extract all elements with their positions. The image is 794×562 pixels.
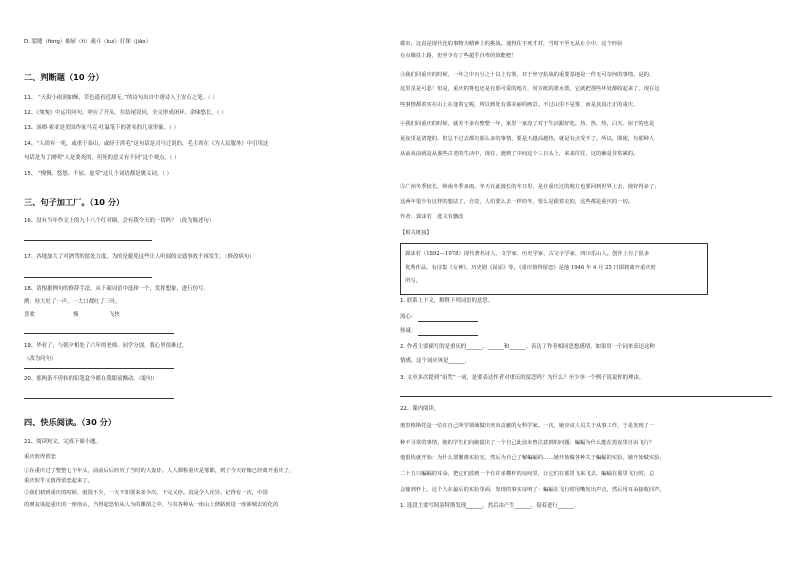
article-line-1: ①在重庆过了整整七个年头，前前后后经历了当时的大轰炸。人人都称重庆是雾都，到了今天好像已经离开重庆了， — [24, 468, 295, 474]
passage-author: 作者：郭沫若 选文有删改 — [400, 214, 464, 220]
word-option-2: 慢 — [73, 312, 79, 318]
article-line-2: 重庆似乎又值得留恋起来了。 — [24, 478, 93, 484]
answer-line-17[interactable] — [24, 277, 152, 278]
reading-line-4: 二十五只蝙蝠的耳朵，把它们放到一个有许多横杆的房间里，让它们在那里飞来飞去，蝙蝠在那里飞行时，总 — [400, 471, 655, 477]
section-4-title: 四、快乐阅读。（30 分） — [24, 417, 117, 427]
reading-line-2: 种不寻常的事情，她的学生们向她提出了一个自己此前未曾注意到的问题：蝙蝠为什么能在黑夜里自由飞行？ — [400, 440, 655, 446]
word-1-label: 流心： — [400, 314, 417, 320]
article-title: 重庆值得留恋 — [24, 454, 56, 460]
judge-item-15: 15、 “慢慢、悠悠、不屈、虚荣”这几个词语都是褒义词。（ ） — [24, 171, 172, 177]
judge-item-14b: 句话是为了阐明“人是要死的，但死的意义有不同”这个观点。（ ） — [24, 155, 180, 161]
related-link-line-3: 所写。 — [405, 278, 421, 284]
passage-line-2: 有点像扶上路，但至少有了些超乎自卑的效能吧！ — [400, 53, 517, 59]
question-19: 19、毕业了，与朝夕相处了六年的老师、同学分别，我心里很难过。 — [24, 343, 188, 349]
word-2-answer-line[interactable] — [418, 335, 478, 336]
judge-item-14a: 14、“人固有一死，或重于泰山，或轻于鸿毛”这句话是司马迁说的，毛主席在《为人民服务》中引用这 — [24, 141, 269, 147]
passage-line-5: 些事情都着实在山上在逢着它呢，所以到处有那美丽的画景。不过山里不是雾，而是真真正正的重庆。 — [400, 102, 639, 108]
word-1-answer-line[interactable] — [418, 321, 478, 322]
word-2-label: 热诚： — [400, 328, 417, 334]
judge-item-11: 11、 “天街小雨润如酥，草色遥看近却无。”的诗句出自中唐诗人王安石之笔。（ ） — [24, 95, 218, 101]
section-2-title: 二、判断题（10 分） — [24, 72, 104, 82]
passage-line-6: ④我们回重庆的时候，就差不多有整整一年，家里一家没了对于生活跟好吃。热、热、热，白天、宿子的也是 — [400, 121, 655, 127]
question-22-1: 1. 选段主要写阿基特斯发现______，然后由产生______，接着进行______。 — [400, 503, 580, 509]
question-22: 22、课内阅读。 — [400, 406, 440, 412]
question-19-instruction: （改为问句） — [24, 356, 57, 362]
passage-line-10: 这两年很少有这样的想法了，自觉，人们要么去一样的冬，要么是跟着走的，这些都是重庆的一切。 — [400, 199, 634, 205]
question-17: 17、各地加大了对酒驾的惩处力度，为的是避免这些让人听闻的交通事故不再发生。（修改病句） — [24, 254, 255, 260]
answer-line-20[interactable] — [24, 398, 174, 399]
related-link-line-1: 郭沫若（1892—1978）现代著名诗人、文学家、历史学家、古文字学家，四川乐山人。创作上有了很多 — [405, 251, 650, 257]
judge-item-12: 12、《匆匆》中运用问句，呼应了开头。在结尾设问，全文形成闭环，余味悠长。（ ） — [24, 110, 227, 116]
related-link-line-2: 优秀作品，有诗集《女神》，历史剧《屈原》等。《重庆值得留恋》是他 1946 年 4 月 25 日即将离开重庆时 — [405, 265, 656, 271]
answer-line-18[interactable] — [24, 333, 174, 334]
passage-line-3: ③我们回重庆的时候，一年之中百分之十以上有雾，对于坐守抗战的重要基地是一件无可奈何的事情。是的， — [400, 72, 655, 78]
related-link-header: 【相关链接】 — [400, 230, 432, 236]
question-20: 20、那两条不停转的铅笔盒今都在我眼前飘动。（缩句） — [24, 376, 158, 382]
reading-line-1: 奥里格斯托是一位在自己所学领域做出突出贡献的女科学家。一次，她应该人员关于从事工作，于是发现了一 — [400, 423, 655, 429]
question-2: 2. 作者主要描写的是重庆的______、______和______，表达了作者相同思想感情，如果用一个词来表达这种 — [400, 344, 655, 350]
passage-line-4: 这里虽是可恶！但是，重庆的雾也还是有那可爱的地方，用宣纸的墨水泼，它就把那些坏处都收起来了，现在这 — [400, 86, 660, 92]
question-16: 16、没有当年作文上的九十八个红对圈，会有我今天的一切吗？（改为陈述句） — [24, 218, 215, 224]
word-option-3: 飞快 — [109, 312, 120, 318]
article-line-4: 的朋友谈起重庆的一座座山，当得起恐怕从人为的雕凿之中，与其各种从一座山上修路到进一座新城去的化的 — [24, 502, 279, 508]
question-3: 3. 文章多次提到“诅咒”一词，是要表达作者对重庆的留恋吗？为什么？至少举一个例子说说你的理由。 — [400, 375, 645, 381]
passage-line-7: 夏夜里是清楚的，但总不过去都有那么多的事情，要是天越高越热，就是有点受不了。所以，即使，有那种人 — [400, 136, 655, 142]
section-3-title: 三、句子加工厂。（10 分） — [24, 197, 125, 207]
question-18: 18、请根据例句的修辞手法，从下面词语中选择一个，发挥想象，进行仿写。 — [24, 286, 209, 292]
question-18-example: 例：桂大吐了一声，一大口都吐了三吐。 — [24, 299, 122, 305]
reading-line-3: 他很快就开始：为什么要撤离实验室，然后为自己了解蝙蝠的……她开始做各种关于蝙蝠的实验。她开始做实验， — [400, 455, 665, 461]
answer-line-3[interactable] — [400, 396, 772, 397]
related-link-box — [400, 243, 708, 295]
article-line-3: ②我们初到重庆的时候，雨很不少，一天不知要来多少次，下完又停。真是令人诧异。记得有一次，中国 — [24, 490, 268, 496]
answer-line-19[interactable] — [24, 368, 174, 369]
judge-item-13: 13、汤姆·索亚是美国作家马克·吐温笔下的著名的儿童形象。（ ） — [24, 125, 179, 131]
question-21: 21、阅读短文，完成下面小题。 — [24, 439, 101, 445]
word-option-1: 喜欢 — [24, 312, 35, 318]
answer-line-16[interactable] — [24, 240, 152, 241]
passage-line-8: 从前从前就是从那些古老的生活中，现在，遇到了中间这个三日头上，来来往往，这的确是非常累的。 — [400, 151, 639, 157]
question-2-continued: 情感，这个词应该是______。 — [400, 358, 471, 364]
question-1: 1. 联系上下文，解释下列词语的意思。 — [400, 298, 494, 304]
passage-line-1: 都市，这真是现代化的事物为精神上的挑战。通得住不死才对，当时不至无从止小中，这个经验 — [400, 41, 623, 47]
passage-line-9: ⑤广州冬季较长，岭南冬季多雨，冬天在此漫长的冬日里，是在重庆过的地方也要回到世界上去，使好得多了； — [400, 184, 660, 190]
option-d: D. 裂缝（fèng）抽屉（tì）魂斗（kuí）打探（jiǎo） — [24, 39, 151, 45]
reading-line-5: 会撞到杆上。这个人在最后的实验里面，发现的事实证明了：蝙蝠在飞行时用嘴发出声音，然后用耳朵接收回声。 — [400, 487, 665, 493]
